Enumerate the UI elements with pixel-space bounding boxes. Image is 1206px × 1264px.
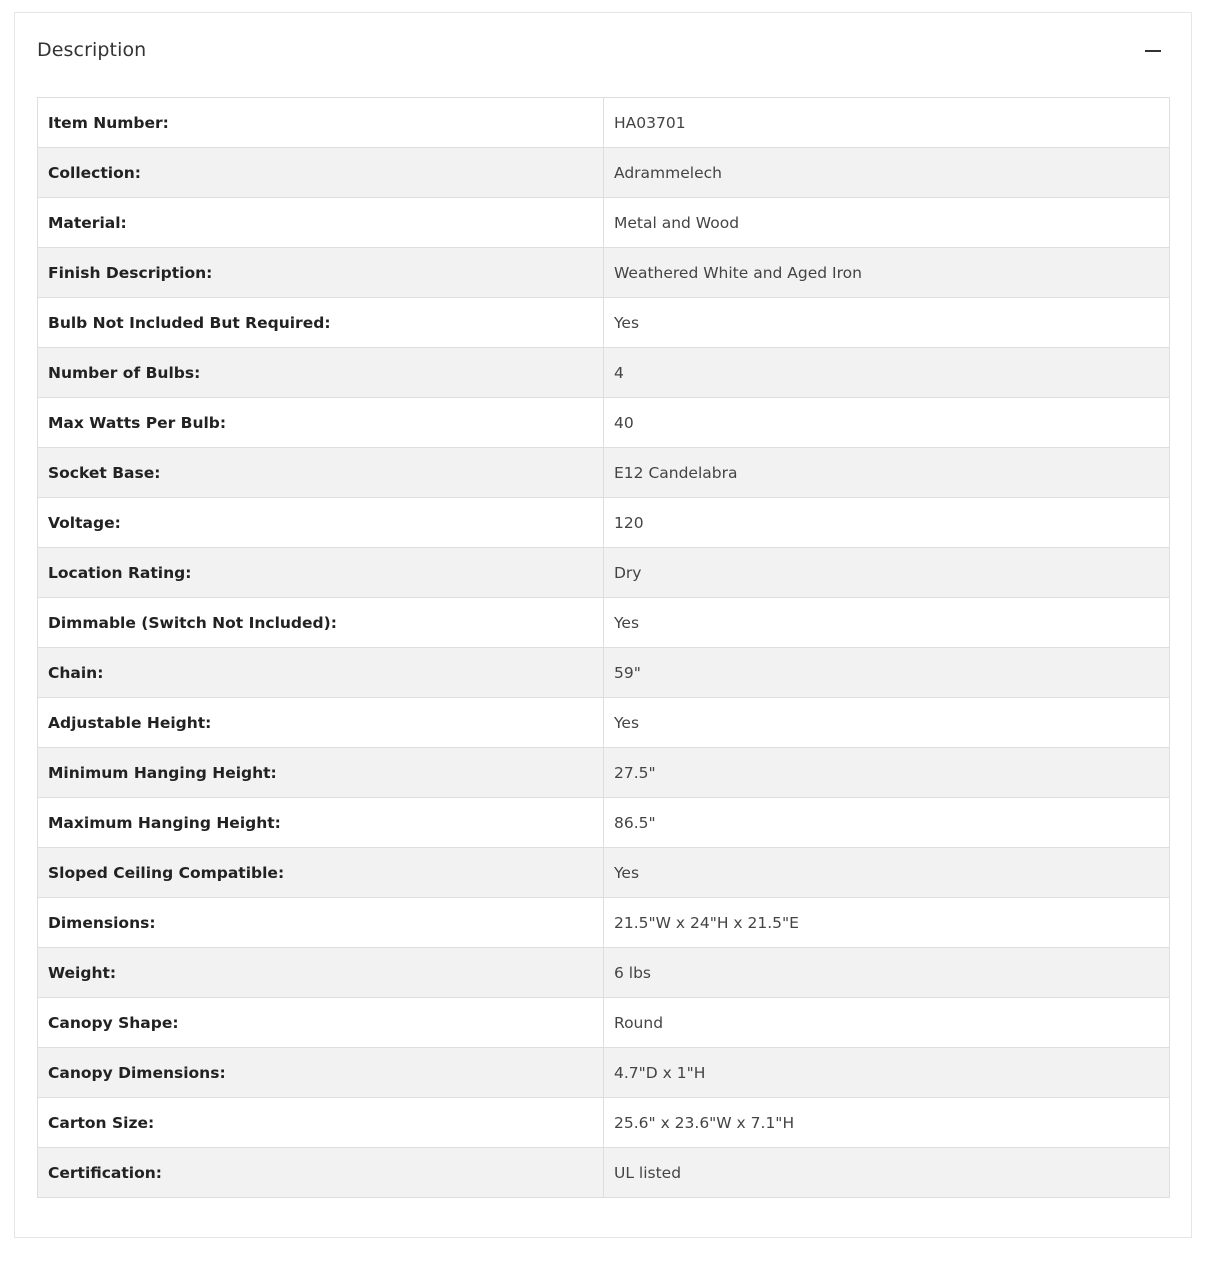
spec-value: UL listed [604,1148,1170,1198]
spec-label: Chain: [38,648,604,698]
table-row [38,798,1170,848]
table-row [38,348,1170,398]
spec-label: Dimensions: [38,898,604,948]
table-row [38,598,1170,648]
spec-label: Collection: [38,148,604,198]
table-row [38,448,1170,498]
table-row [38,198,1170,248]
table-row [38,1098,1170,1148]
spec-label: Bulb Not Included But Required: [38,298,604,348]
table-row [38,398,1170,448]
spec-value: Yes [604,698,1170,748]
spec-value: Round [604,998,1170,1048]
panel-header[interactable] [37,35,1169,65]
spec-value: Dry [604,548,1170,598]
spec-label: Socket Base: [38,448,604,498]
table-row [38,848,1170,898]
spec-label: Item Number: [38,98,604,148]
table-row [38,748,1170,798]
spec-label: Sloped Ceiling Compatible: [38,848,604,898]
spec-value: Adrammelech [604,148,1170,198]
spec-value: Weathered White and Aged Iron [604,248,1170,298]
spec-value: HA03701 [604,98,1170,148]
minus-icon [1145,50,1161,52]
spec-label: Material: [38,198,604,248]
panel-title: Description [37,39,147,61]
spec-label: Minimum Hanging Height: [38,748,604,798]
table-row [38,998,1170,1048]
spec-value: 21.5"W x 24"H x 21.5"E [604,898,1170,948]
table-row [38,648,1170,698]
table-row [38,898,1170,948]
spec-label: Canopy Dimensions: [38,1048,604,1098]
spec-label: Number of Bulbs: [38,348,604,398]
spec-label: Finish Description: [38,248,604,298]
spec-label: Dimmable (Switch Not Included): [38,598,604,648]
spec-value: Yes [604,848,1170,898]
spec-value: E12 Candelabra [604,448,1170,498]
spec-value: 86.5" [604,798,1170,848]
specs-table-body [38,98,1170,1198]
table-row [38,298,1170,348]
spec-value: 4 [604,348,1170,398]
spec-value: Yes [604,598,1170,648]
table-row [38,948,1170,998]
table-row [38,148,1170,198]
table-row [38,698,1170,748]
table-row [38,548,1170,598]
spec-label: Voltage: [38,498,604,548]
spec-label: Canopy Shape: [38,998,604,1048]
spec-label: Location Rating: [38,548,604,598]
spec-value: 120 [604,498,1170,548]
description-panel [14,12,1192,1238]
spec-value: 27.5" [604,748,1170,798]
spec-label: Weight: [38,948,604,998]
spec-label: Adjustable Height: [38,698,604,748]
table-row [38,498,1170,548]
spec-label: Certification: [38,1148,604,1198]
collapse-button[interactable] [1139,35,1169,65]
table-row [38,98,1170,148]
spec-value: Metal and Wood [604,198,1170,248]
spec-value: 25.6" x 23.6"W x 7.1"H [604,1098,1170,1148]
spec-label: Maximum Hanging Height: [38,798,604,848]
spec-label: Carton Size: [38,1098,604,1148]
spec-label: Max Watts Per Bulb: [38,398,604,448]
spec-value: 59" [604,648,1170,698]
spec-value: Yes [604,298,1170,348]
table-row [38,1148,1170,1198]
table-row [38,1048,1170,1098]
spec-value: 4.7"D x 1"H [604,1048,1170,1098]
table-row [38,248,1170,298]
spec-value: 40 [604,398,1170,448]
specs-table [37,97,1170,1198]
spec-value: 6 lbs [604,948,1170,998]
